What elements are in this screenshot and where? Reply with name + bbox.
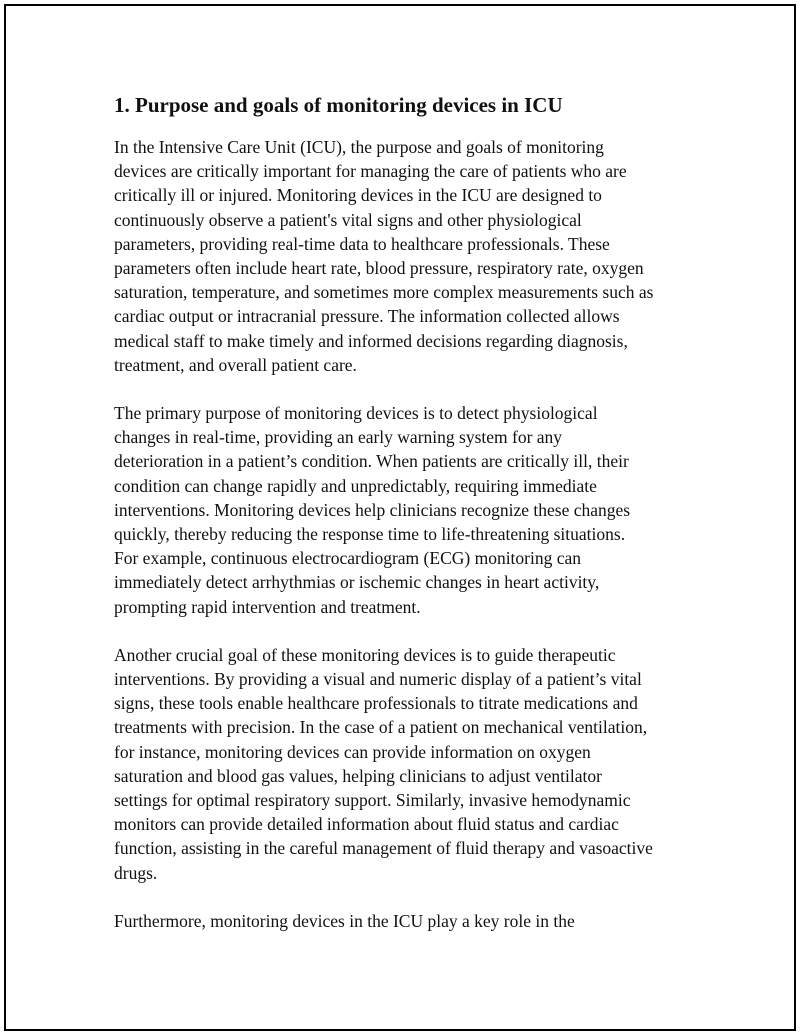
text-line: interventions. Monitoring devices help clinicians recognize these changes [114,499,631,520]
text-line: condition can change rapidly and unpredictably, requiring immediate [114,475,597,496]
text-line: parameters, providing real-time data to healthcare professionals. These [114,233,610,254]
text-line: Furthermore, monitoring devices in the ICU play a key role in the [114,910,575,931]
text-line: settings for optimal respiratory support. Similarly, invasive hemodynamic [114,790,631,811]
text-line: saturation, temperature, and sometimes more complex measurements such as [114,282,654,303]
text-line: For example, continuous electrocardiogram (ECG) monitoring can [114,548,582,569]
text-line: signs, these tools enable healthcare professionals to titrate medications and [114,693,638,714]
text-line: deterioration in a patient’s condition. When patients are critically ill, their [114,451,629,472]
text-line: for instance, monitoring devices can provide information on oxygen [114,741,591,762]
text-line: medical staff to make timely and informed decisions regarding diagnosis, [114,330,628,351]
section-heading: 1. Purpose and goals of monitoring devices in ICU [114,93,563,117]
text-line: changes in real-time, providing an early warning system for any [114,427,563,448]
text-line: cardiac output or intracranial pressure. The information collected allows [114,306,620,327]
text-line: continuously observe a patient's vital signs and other physiological [114,209,582,230]
paragraph-2 [114,401,694,619]
paragraph-1 [114,135,694,377]
text-line: critically ill or injured. Monitoring devices in the ICU are designed to [114,185,602,206]
text-line: parameters often include heart rate, blood pressure, respiratory rate, oxygen [114,258,644,279]
text-line: treatment, and overall patient care. [114,354,357,375]
text-line: In the Intensive Care Unit (ICU), the purpose and goals of monitoring [114,137,604,157]
text-line: immediately detect arrhythmias or ischemic changes in heart activity, [114,572,600,593]
text-line: monitors can provide detailed information about fluid status and cardiac [114,814,619,835]
text-line: function, assisting in the careful management of fluid therapy and vasoactive [114,838,653,859]
text-line: saturation and blood gas values, helping clinicians to adjust ventilator [114,765,602,786]
paragraph-3 [114,643,694,885]
text-line: The primary purpose of monitoring devices is to detect physiological [114,403,598,424]
text-line: drugs. [114,862,158,883]
text-line: interventions. By providing a visual and numeric display of a patient’s vital [114,669,642,690]
text-line: treatments with precision. In the case of a patient on mechanical ventilation, [114,717,648,738]
text-line: prompting rapid intervention and treatment. [114,596,421,617]
paragraph-4 [114,909,694,933]
text-line: quickly, thereby reducing the response time to life-threatening situations. [114,524,626,545]
document-body [114,88,694,957]
text-line: devices are critically important for managing the care of patients who are [114,161,627,182]
text-line: Another crucial goal of these monitoring devices is to guide therapeutic [114,644,616,665]
